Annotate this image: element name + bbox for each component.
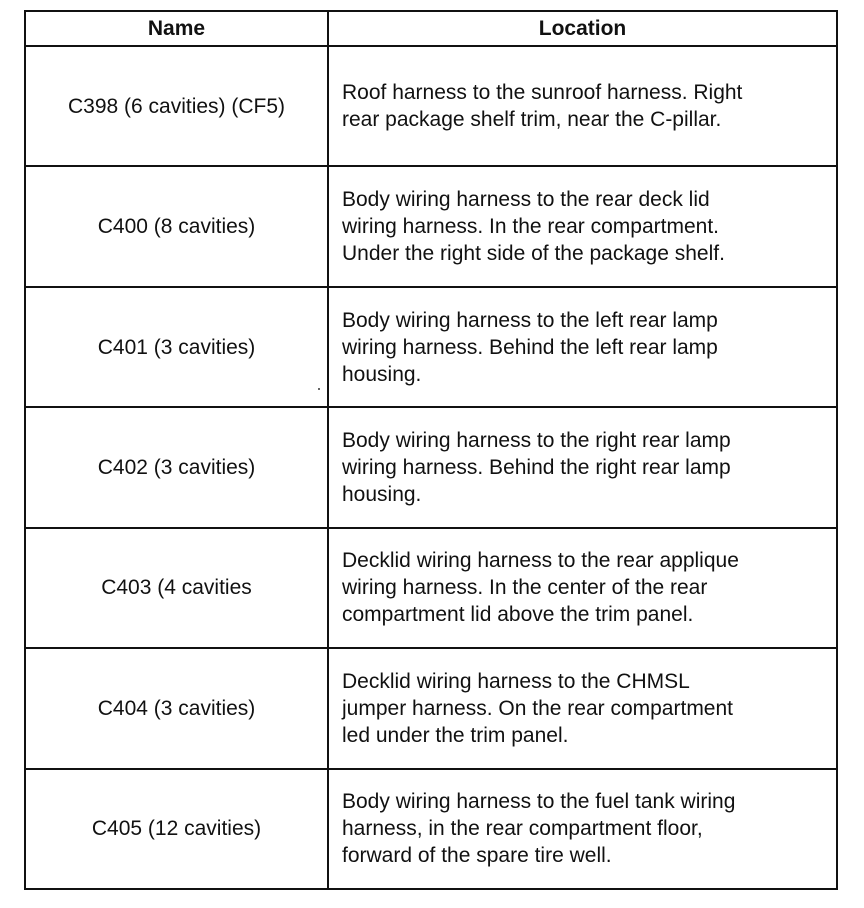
connector-location-cell: Body wiring harness to the fuel tank wiring harness, in the rear compartment floor, forward of the spare tire well. [328, 769, 837, 889]
table-row [25, 287, 837, 407]
table-row [25, 528, 837, 648]
table-row [25, 46, 837, 166]
connector-location-cell: Roof harness to the sunroof harness. Right rear package shelf trim, near the C-pillar. [328, 46, 837, 166]
table-row [25, 166, 837, 286]
connector-name-cell: C405 (12 cavities) [25, 769, 328, 889]
connector-name-cell: C400 (8 cavities) [25, 166, 328, 286]
table-header [25, 11, 837, 46]
connector-name-cell: C404 (3 cavities) [25, 648, 328, 768]
scan-speck [318, 388, 320, 390]
connector-location-table [24, 10, 838, 890]
connector-name-cell: C403 (4 cavities [25, 528, 328, 648]
header-location: Location [328, 11, 837, 46]
header-row [25, 11, 837, 46]
connector-location-cell: Body wiring harness to the left rear lamp wiring harness. Behind the left rear lamp housing. [328, 287, 837, 407]
connector-location-cell: Decklid wiring harness to the CHMSL jumper harness. On the rear compartment led under the trim panel. [328, 648, 837, 768]
table-row [25, 407, 837, 527]
connector-location-cell: Body wiring harness to the right rear lamp wiring harness. Behind the right rear lamp housing. [328, 407, 837, 527]
connector-location-cell: Body wiring harness to the rear deck lid wiring harness. In the rear compartment. Under the right side of the package shelf. [328, 166, 837, 286]
table-row [25, 769, 837, 889]
header-name: Name [25, 11, 328, 46]
table-body [25, 46, 837, 889]
connector-name-cell: C402 (3 cavities) [25, 407, 328, 527]
table-row [25, 648, 837, 768]
connector-location-cell: Decklid wiring harness to the rear applique wiring harness. In the center of the rear compartment lid above the trim panel. [328, 528, 837, 648]
connector-name-cell: C398 (6 cavities) (CF5) [25, 46, 328, 166]
connector-name-cell: C401 (3 cavities) [25, 287, 328, 407]
